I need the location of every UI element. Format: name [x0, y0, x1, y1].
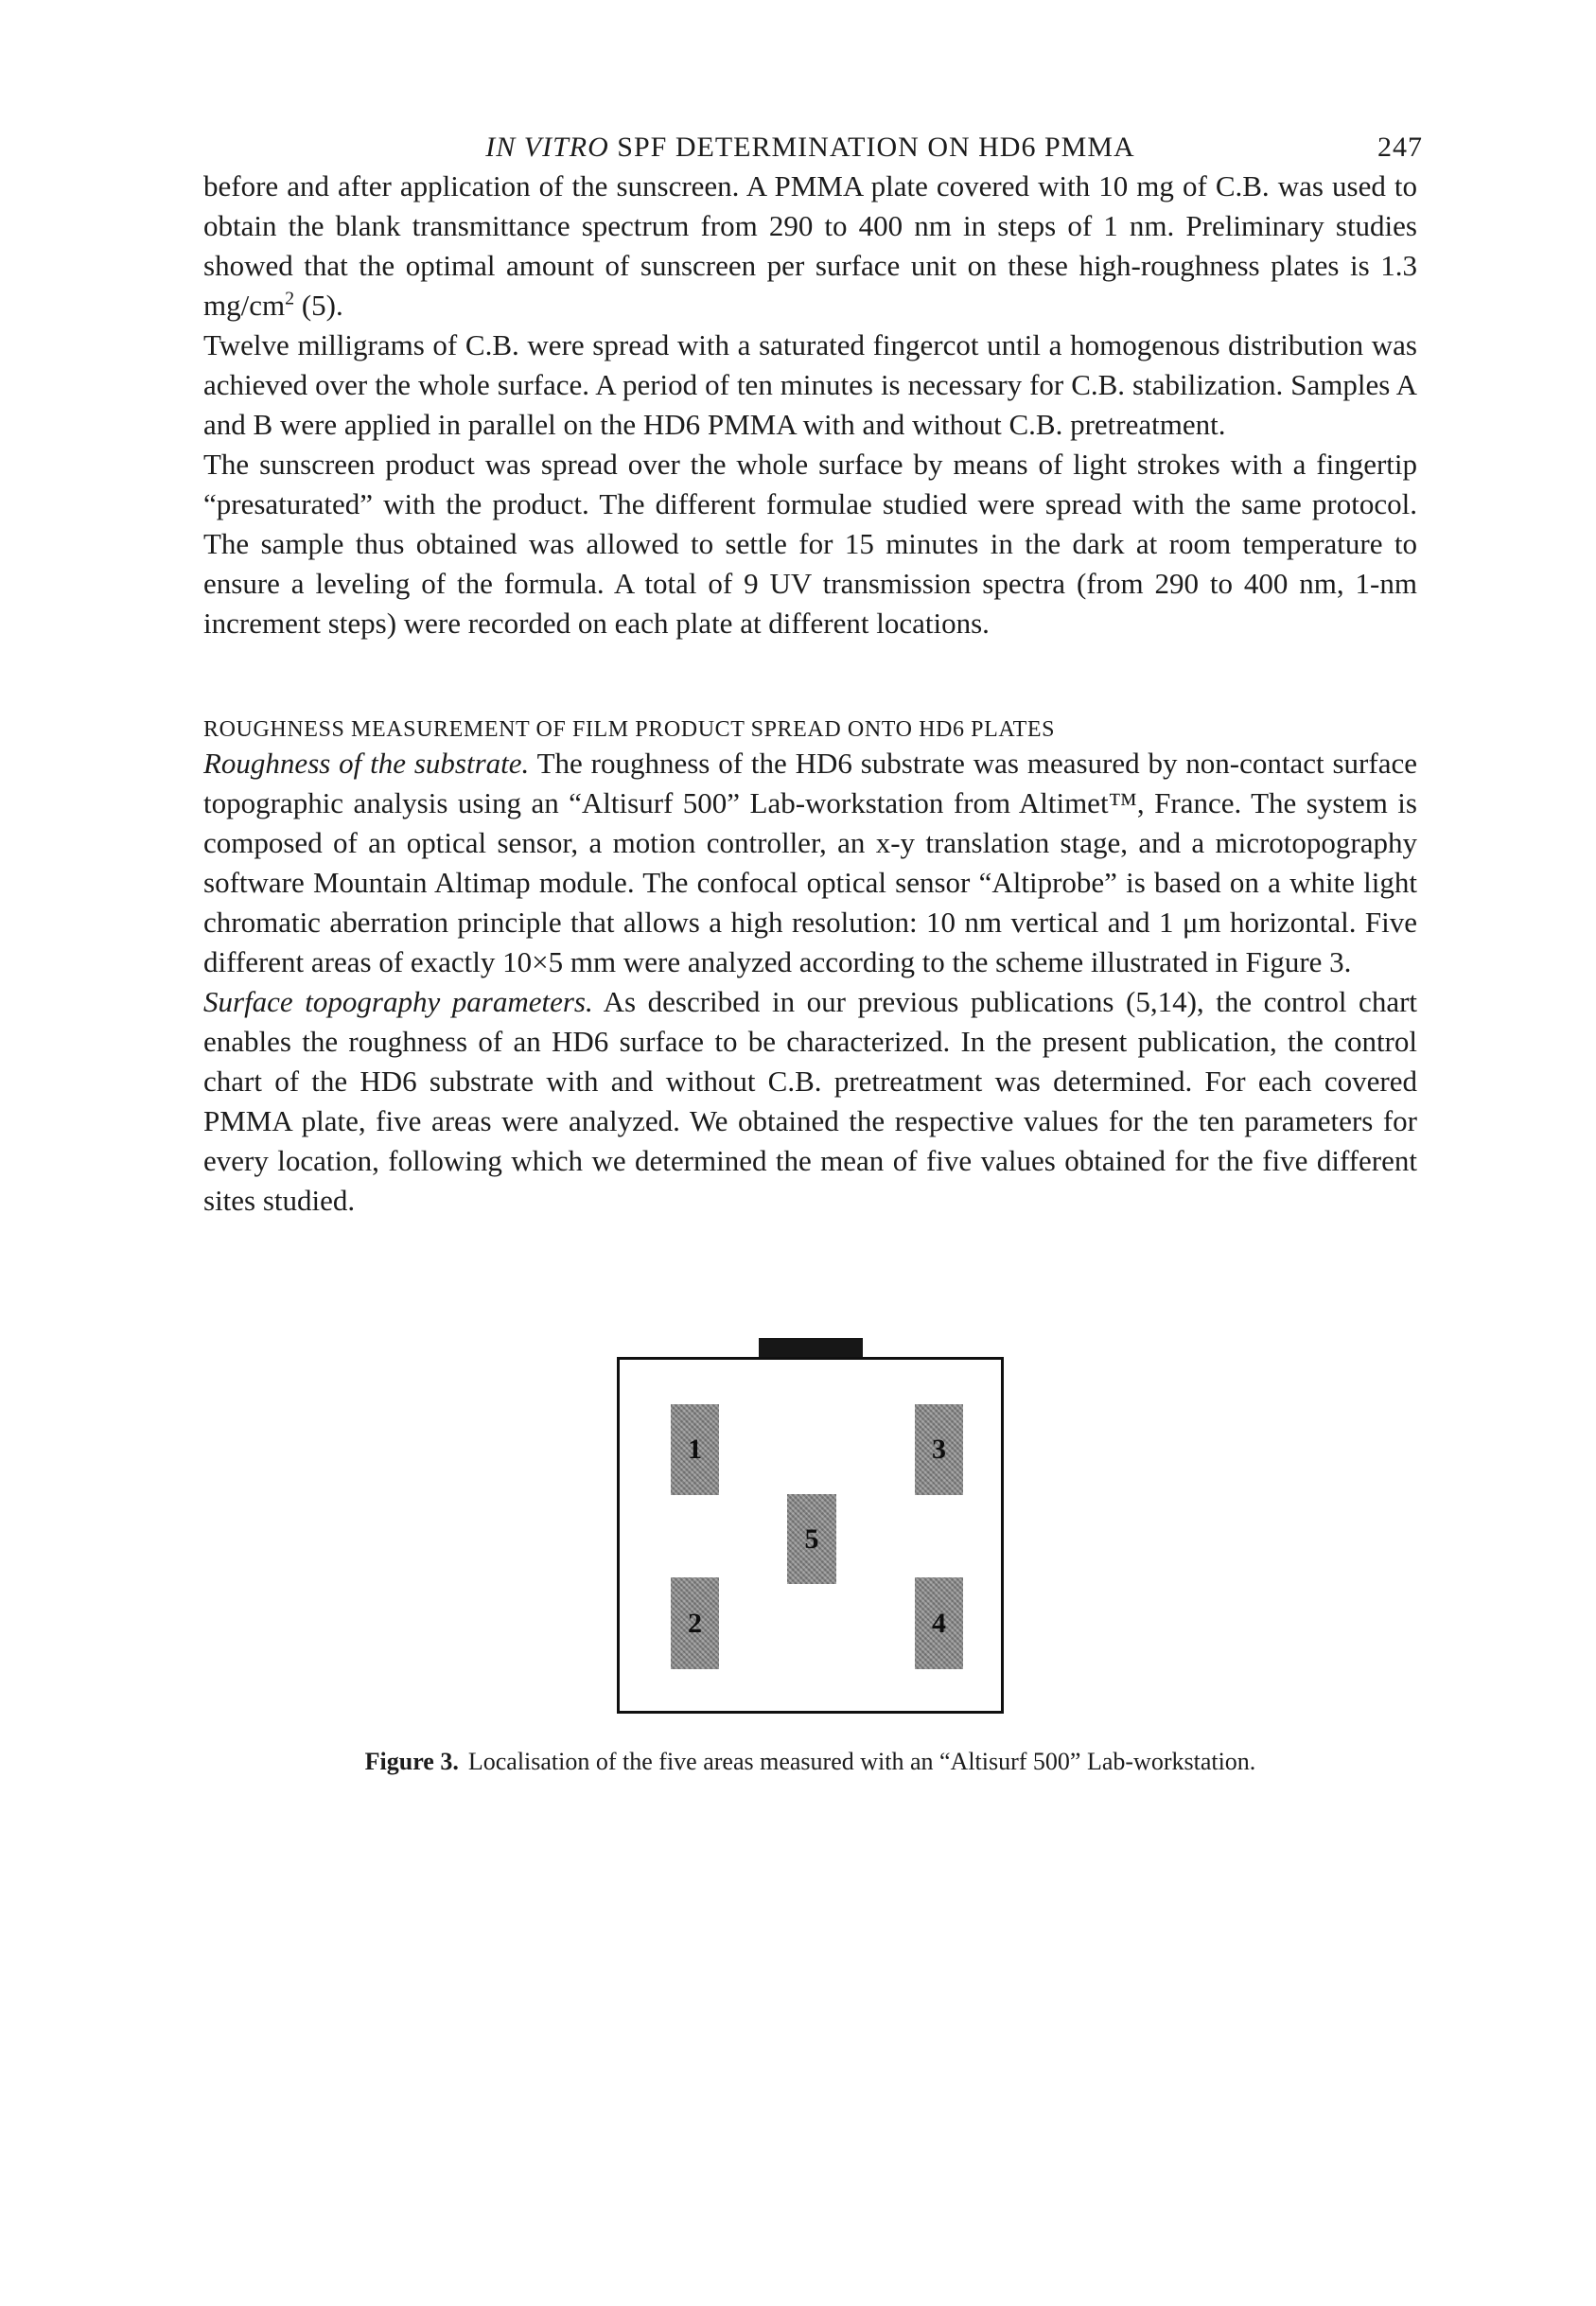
- measurement-area-4: 4: [915, 1577, 963, 1669]
- paragraph-lead-italic: Surface topography parameters.: [203, 985, 593, 1018]
- page-number: 247: [1377, 132, 1423, 163]
- paragraph-text: The roughness of the HD6 substrate was measured by non-contact surface topographic analysis using an “Altisurf 500” Lab-workstation from Altimet™, France. The system is composed of an optical sensor, a motion controller, an x-y translation stage, and a microtopography software Mountain Altimap module. The confocal optical sensor “Altiprobe” is based on a white light chromatic aberration principle that allows a high resolution: 10 nm vertical and 1 μm horizontal. Five different areas of exactly 10×5 mm were analyzed according to the scheme illustrated in Figure 3.: [203, 747, 1417, 978]
- running-head-title-italic: IN VITRO: [485, 132, 609, 163]
- paragraph-roughness-substrate: [203, 744, 1417, 982]
- paragraph-protocol: The sunscreen product was spread over the whole surface by means of light strokes with a fingertip “presaturated” with the product. The different formulae studied were spread with the same protocol. The sample thus obtained was allowed to settle for 15 minutes in the dark at room temperature to ensure a leveling of the formula. A total of 9 UV transmission spectra (from 290 to 400 nm, 1-nm increment steps) were recorded on each plate at different locations.: [203, 448, 1417, 640]
- measurement-area-2: 2: [671, 1577, 719, 1669]
- paragraph-text: (5).: [294, 289, 343, 322]
- paragraph-lead-italic: Roughness of the substrate.: [203, 747, 530, 780]
- figure-caption-label: Figure 3.: [364, 1748, 459, 1775]
- paragraph-text: As described in our previous publications (5,14), the control chart enables the roughness of an HD6 surface to be characterized. In the present publication, the control chart of the HD6 substrate with and without C.B. pretreatment was determined. For each covered PMMA plate, five areas were analyzed. We obtained the respective values for the ten parameters for every location, following which we determined the mean of five values obtained for the five different sites studied.: [203, 985, 1418, 1217]
- measurement-area-5: 5: [787, 1494, 836, 1584]
- running-head-title: SPF DETERMINATION ON HD6 PMMA: [608, 132, 1135, 163]
- paragraph-application: [203, 167, 1417, 326]
- figure-caption-text: Localisation of the five areas measured with an “Altisurf 500” Lab-workstation.: [467, 1748, 1256, 1775]
- section-heading-roughness: ROUGHNESS MEASUREMENT OF FILM PRODUCT SPREAD ONTO HD6 PLATES: [203, 717, 1056, 742]
- paragraph-surface-topography: [203, 982, 1417, 1221]
- text-column: [203, 0, 1423, 1778]
- figure-caption: [203, 1746, 1417, 1778]
- running-head: [203, 129, 1423, 167]
- paragraph-text: before and after application of the sunscreen. A PMMA plate covered with 10 mg of C.B. was used to obtain the blank transmittance spectrum from 290 to 400 nm in steps of 1 nm. Preliminary studies showed that the optimal amount of sunscreen per surface unit on these high-roughness plates is 1.3 mg/cm: [203, 169, 1417, 322]
- superscript-2: 2: [285, 288, 295, 309]
- paragraph-spreading: Twelve milligrams of C.B. were spread with a saturated fingercot until a homogenous distribution was achieved over the whole surface. A period of ten minutes is necessary for C.B. stabilization. Samples A and B were applied in parallel on the HD6 PMMA with and without C.B. pretreatment.: [203, 328, 1417, 441]
- figure-3: [617, 1338, 1004, 1714]
- measurement-area-3: 3: [915, 1404, 963, 1495]
- measurement-area-1: 1: [671, 1404, 719, 1495]
